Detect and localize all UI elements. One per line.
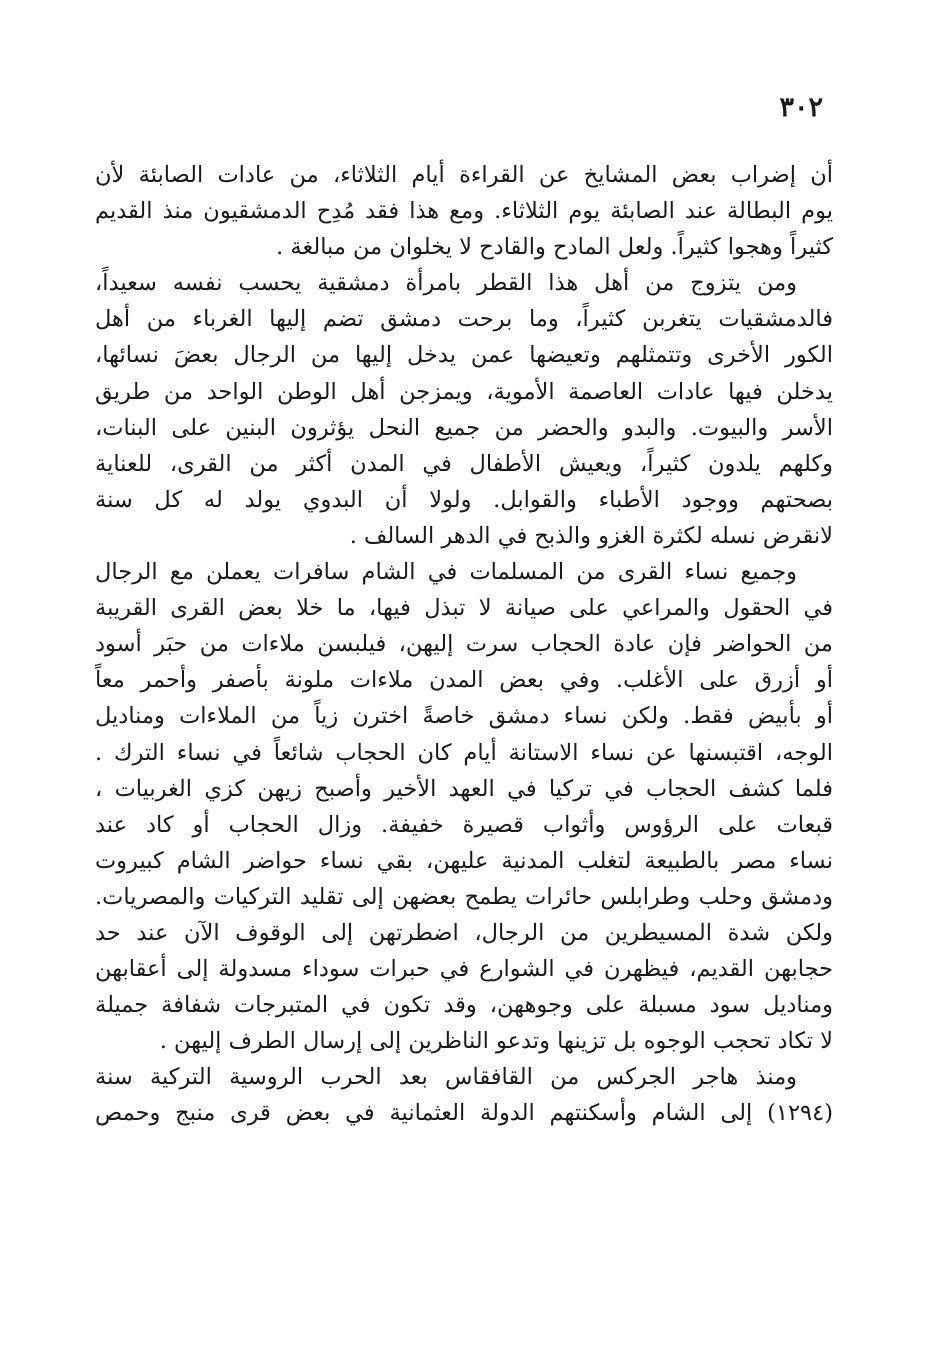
text-line: فلما كشف الحجاب في تركيا في العهد الأخير وأصبح زيهن كزي الغربيات ،	[95, 775, 833, 802]
body-text	[95, 157, 833, 1132]
paragraph	[95, 1059, 833, 1131]
text-line: ومناديل سود مسبلة على وجوههن، وقد تكون في المتبرجات شفافة جميلة	[95, 992, 833, 1019]
text-line: قبعات على الرؤوس وأثواب قصيرة خفيفة. وزال الحجاب أو كاد عند	[95, 811, 833, 838]
paragraph	[95, 265, 833, 554]
page-number: ٣٠٢	[779, 92, 823, 123]
text-line: بصحتهم ووجود الأطباء والقوابل. ولولا أن البدوي يولد له كل سنة	[95, 486, 833, 513]
text-line: من الحواضر فإن عادة الحجاب سرت إليهن، فيلبسن ملاءات من حبَر أسود	[95, 631, 833, 658]
text-line: الكور الأخرى وتتمثلهم وتعيضها عمن يدخل إليها من الرجال بعضَ نسائها،	[95, 342, 833, 369]
text-line: وكلهم يلدون كثيراً، ويعيش الأطفال في المدن أكثر من القرى، للعناية	[95, 450, 833, 477]
paragraph	[95, 554, 833, 1059]
text-line: ومنذ هاجر الجركس من القافقاس بعد الحرب الروسية التركية سنة	[95, 1064, 797, 1091]
text-line: الوجه، اقتبسنها عن نساء الاستانة أيام كان الحجاب شائعاً في نساء الترك .	[95, 739, 833, 766]
paragraph	[95, 157, 833, 265]
text-line: ومن يتزوج من أهل هذا القطر بامرأة دمشقية يحسب نفسه سعيداً،	[95, 270, 797, 297]
text-line: يوم البطالة عند الصابئة يوم الثلاثاء. ومع هذا فقد مُدِح الدمشقيون منذ القديم	[95, 198, 833, 225]
text-line: في الحقول والمراعي على صيانة لا تبذل فيها، ما خلا بعض القرى القريبة	[95, 595, 833, 622]
text-line: كثيراً وهجوا كثيراً. ولعل المادح والقادح لا يخلوان من مبالغة .	[276, 234, 833, 261]
text-line: نساء مصر بالطبيعة لتغلب المدنية عليهن، بقي نساء حواضر الشام كبيروت	[95, 847, 833, 874]
text-line: يدخلن فيها عادات العاصمة الأموية، ويمزجن أهل الوطن الواحد من طريق	[95, 378, 833, 405]
text-line: لانقرض نسله لكثرة الغزو والذبح في الدهر السالف .	[349, 522, 833, 549]
text-line: أو بأبيض فقط. ولكن نساء دمشق خاصةً اخترن زياً من الملاءات ومناديل	[95, 703, 833, 730]
text-line: ولكن شدة المسيطرين من الرجال، اضطرتهن إلى الوقوف الآن عند حد	[95, 919, 833, 946]
text-line: ودمشق وحلب وطرابلس حائرات يطمح بعضهن إلى تقليد التركيات والمصريات.	[95, 883, 833, 910]
text-line: الأسر والبيوت. والبدو والحضر من جميع النحل يؤثرون البنين على البنات،	[95, 414, 833, 441]
text-line: فالدمشقيات يتغربن كثيراً، وما برحت دمشق تضم إليها الغرباء من أهل	[95, 306, 833, 333]
text-line: (١٢٩٤) إلى الشام وأسكنتهم الدولة العثمانية في بعض قرى منبج وحمص	[95, 1100, 833, 1127]
text-line: وجميع نساء القرى من المسلمات في الشام سافرات يعملن مع الرجال	[95, 559, 797, 586]
text-line: أو أزرق على الأغلب. وفي بعض المدن ملاءات ملونة بأصفر وأحمر معاً	[95, 667, 833, 694]
text-line: لا تكاد تحجب الوجوه بل تزينها وتدعو الناظرين إلى إرسال الطرف إليهن .	[159, 1028, 833, 1055]
text-line: حجابهن القديم، فيظهرن في الشوارع في حبرات سوداء مسدولة إلى أعقابهن	[95, 956, 833, 983]
text-line: أن إضراب بعض المشايخ عن القراءة أيام الثلاثاء، من عادات الصابئة لأن	[95, 162, 833, 188]
